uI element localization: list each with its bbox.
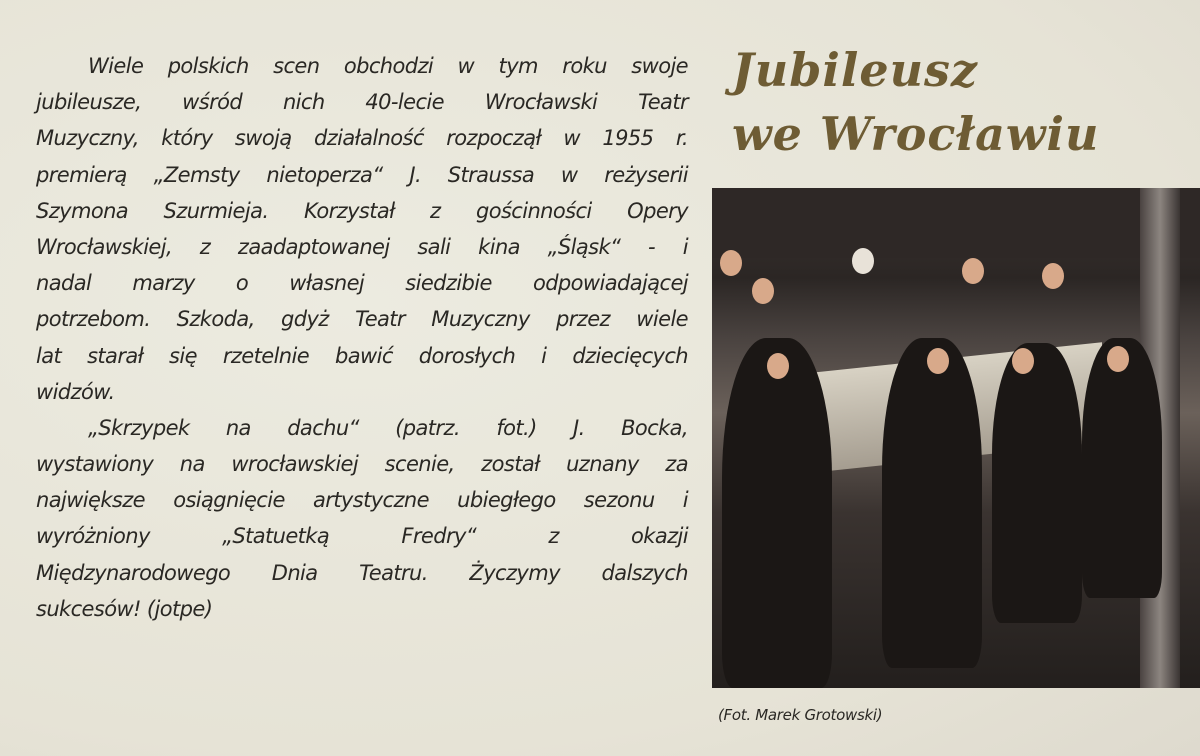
title-line-2: we Wrocławiu	[732, 107, 1100, 161]
text-line: największe osiągnięcie artystyczne ubiegłego sezonu i	[36, 488, 688, 513]
photo-caption: (Fot. Marek Grotowski)	[718, 706, 883, 724]
text-line: potrzebom. Szkoda, gdyż Teatr Muzyczny przez wiele	[36, 307, 688, 332]
photo-dancer	[992, 343, 1082, 623]
photo-figure-face	[1012, 348, 1034, 374]
photo-figure-face	[1042, 263, 1064, 289]
paragraph-2	[36, 410, 688, 627]
text-line: Wrocławskiej, z zaadaptowanej sali kina „Śląsk“ - i	[36, 234, 688, 259]
text-line: Szymona Szurmieja. Korzystał z gościnności Opery	[36, 198, 688, 223]
text-line: sukcesów! (jotpe)	[36, 596, 213, 621]
text-line: jubileusze, wśród nich 40-lecie Wrocławski Teatr	[36, 90, 688, 115]
text-line: widzów.	[36, 379, 115, 404]
photo-figure-face	[1107, 346, 1129, 372]
stage-photo	[712, 188, 1200, 688]
photo-figure-face	[927, 348, 949, 374]
photo-figure-face	[720, 250, 742, 276]
article-body	[36, 48, 688, 627]
text-line: Wiele polskich scen obchodzi w tym roku swoje	[88, 54, 688, 78]
paragraph-1	[36, 48, 688, 410]
photo-figure-face	[752, 278, 774, 304]
text-line: „Skrzypek na dachu“ (patrz. fot.) J. Bocka,	[88, 415, 688, 440]
photo-figure-face	[767, 353, 789, 379]
photo-dancer	[882, 338, 982, 668]
text-line: wystawiony na wrocławskiej scenie, został uznany za	[36, 452, 688, 477]
text-line: premierą „Zemsty nietoperza“ J. Straussa w reżyserii	[36, 162, 688, 187]
text-line: nadal marzy o własnej siedzibie odpowiadającej	[36, 271, 688, 296]
text-line: lat starał się rzetelnie bawić dorosłych i dziecięcych	[36, 343, 688, 368]
text-line: Międzynarodowego Dnia Teatru. Życzymy dalszych	[36, 560, 688, 585]
text-line: Muzyczny, który swoją działalność rozpoczął w 1955 r.	[36, 126, 688, 151]
text-line: wyróżniony „Statuetką Fredry“ z okazji	[36, 524, 688, 549]
photo-dancer	[1082, 338, 1162, 598]
photo-backdrop	[712, 188, 1200, 258]
article-title	[732, 38, 1099, 166]
photo-figure-face	[852, 248, 874, 274]
title-line-1: Jubileusz	[732, 43, 979, 97]
photo-dancer	[722, 338, 832, 688]
photo-figure-face	[962, 258, 984, 284]
